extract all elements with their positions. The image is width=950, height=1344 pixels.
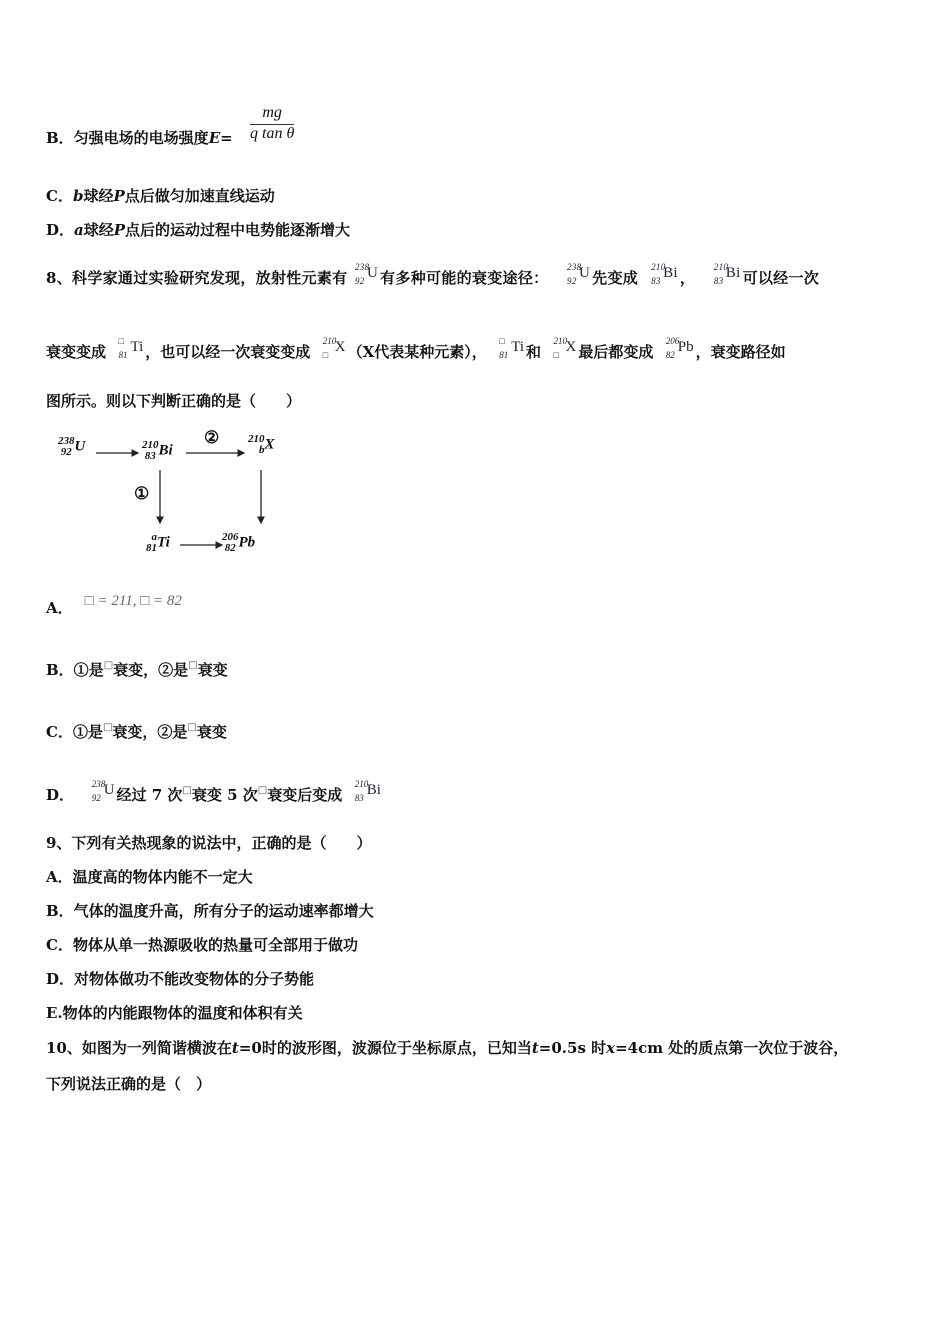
q9-stem: 9、下列有关热现象的说法中，正确的是（ ） xyxy=(46,834,372,852)
text: =4cm 处的质点第一次位于波谷， xyxy=(615,1039,849,1057)
diagram-arrows xyxy=(0,0,300,570)
nuclide-U xyxy=(354,262,379,289)
q8-option-c xyxy=(46,722,227,745)
sym: U xyxy=(366,265,379,281)
text: ，也可以经一次衰变变成 xyxy=(145,343,311,361)
text: 衰变 5 次 xyxy=(191,786,258,804)
text: b xyxy=(72,187,84,205)
sym: X xyxy=(264,436,275,453)
nuclide-X xyxy=(322,336,346,363)
text: 先变成 xyxy=(592,269,639,287)
q9-option-a: A．温度高的物体内能不一定大 xyxy=(46,868,253,886)
text: A． xyxy=(46,599,73,617)
diagram-X xyxy=(248,434,275,456)
text: 衰变后变成 xyxy=(267,786,343,804)
q9-option-c: C．物体从单一热源吸收的热量可全部用于做功 xyxy=(46,936,358,954)
text: D． xyxy=(46,221,75,239)
text: ， xyxy=(679,269,696,287)
mass: 206 xyxy=(665,336,680,346)
z: □ xyxy=(553,350,559,360)
sym: Bi xyxy=(663,265,678,281)
z: 92 xyxy=(567,276,577,286)
sym: Bi xyxy=(725,265,741,281)
z: 83 xyxy=(144,450,156,462)
sym: Pb xyxy=(677,339,694,355)
z: 92 xyxy=(91,793,101,803)
text: C． xyxy=(46,187,73,205)
mass: 206 xyxy=(222,531,239,543)
q8-stem-line3: 图所示。则以下判断正确的是（ ） xyxy=(46,392,302,410)
text: 点后的运动过程中电势能逐渐增大 xyxy=(125,221,351,239)
text: 衰变，②是 xyxy=(113,661,189,679)
mass: 238 xyxy=(354,262,370,272)
q10-stem-line2: 下列说法正确的是（ ） xyxy=(46,1075,212,1093)
text: 衰变 xyxy=(196,723,227,741)
z: 83 xyxy=(713,276,724,286)
q9-option-e: E.物体的内能跟物体的温度和体积有关 xyxy=(46,1004,303,1022)
text: 衰变，②是 xyxy=(112,723,188,741)
nuclide-U xyxy=(567,262,591,289)
text: 球经 xyxy=(83,187,114,205)
text: 球经 xyxy=(83,221,114,239)
z: 81 xyxy=(146,542,157,554)
text: t xyxy=(531,1039,539,1057)
text: 最后都变成 xyxy=(578,343,654,361)
math: □ = 211, □ = 82 xyxy=(84,593,182,609)
text: C．①是 xyxy=(46,723,103,741)
sym: Ti xyxy=(157,534,170,551)
missing-glyph: □ xyxy=(103,660,114,671)
mass: 210 xyxy=(651,262,666,272)
missing-glyph: □ xyxy=(182,785,192,796)
nuclide-Ti xyxy=(499,336,524,363)
mass: □ xyxy=(499,336,505,346)
q9-option-b: B．气体的温度升高，所有分子的运动速率都增大 xyxy=(46,902,374,920)
z: 83 xyxy=(354,793,364,803)
missing-glyph: □ xyxy=(188,660,198,671)
text: 8、科学家通过实验研究发现，放射性元素有 xyxy=(46,269,348,287)
text: 和 xyxy=(526,343,542,361)
text: B．①是 xyxy=(46,661,104,679)
mass: 210 xyxy=(322,336,337,346)
mass: 210 xyxy=(713,262,729,272)
sym: Ti xyxy=(511,339,524,355)
sym: Ti xyxy=(130,339,144,355)
diagram-label-2: ② xyxy=(204,428,220,447)
sym: Bi xyxy=(158,442,173,459)
diagram-Pb xyxy=(222,532,255,554)
sym: U xyxy=(103,782,115,798)
sym: Pb xyxy=(238,534,256,551)
denominator: q tan θ xyxy=(250,125,295,142)
mass: 210 xyxy=(248,433,265,445)
nuclide-Bi xyxy=(651,262,678,289)
diagram-U xyxy=(58,436,85,458)
sym: X xyxy=(334,339,346,355)
text: =0.5s 时 xyxy=(538,1039,607,1057)
text: （X代表某种元素）， xyxy=(347,343,487,361)
text: x xyxy=(606,1039,616,1057)
z: b xyxy=(259,444,265,456)
text: 衰变 xyxy=(197,661,228,679)
missing-glyph: □ xyxy=(187,722,197,733)
mass: 210 xyxy=(142,439,159,451)
text: ，衰变路径如 xyxy=(695,343,786,361)
text: 10、如图为一列简谐横波在 xyxy=(46,1039,232,1057)
numerator: mg xyxy=(250,104,294,125)
nuclide-Bi xyxy=(354,779,381,806)
nuclide-X xyxy=(553,336,577,363)
text: P xyxy=(113,221,126,239)
text: a xyxy=(74,221,84,239)
nuclide-U xyxy=(91,779,115,806)
text: =0时的波形图，波源位于坐标原点，已知当 xyxy=(238,1039,532,1057)
text: 点后做匀加速直线运动 xyxy=(124,187,275,205)
mass: 238 xyxy=(91,779,106,789)
text: t xyxy=(231,1039,239,1057)
q8-option-d xyxy=(46,779,383,808)
nuclide-Pb xyxy=(665,336,694,363)
z: □ xyxy=(322,350,329,360)
diagram-label-1: ① xyxy=(134,484,150,503)
q8-option-b xyxy=(46,660,228,683)
z: 83 xyxy=(651,276,661,286)
diagram-Bi xyxy=(142,440,173,462)
text: 衰变变成 xyxy=(46,343,107,361)
text: P xyxy=(113,187,125,205)
z: 81 xyxy=(118,350,128,360)
text: 有多种可能的衰变途径： xyxy=(380,269,549,287)
mass: 238 xyxy=(567,262,582,272)
z: 92 xyxy=(354,276,365,286)
mass: 210 xyxy=(553,336,567,346)
mass: a xyxy=(151,531,157,543)
z: 92 xyxy=(60,446,72,458)
sym: U xyxy=(74,438,86,455)
z: 82 xyxy=(224,542,236,554)
text: 经过 7 次 xyxy=(116,786,183,804)
sym: Bi xyxy=(366,782,381,798)
mass: 210 xyxy=(354,779,369,789)
missing-glyph: □ xyxy=(257,785,268,796)
q8-option-a xyxy=(46,593,182,619)
nuclide-Bi xyxy=(713,262,741,289)
z: 81 xyxy=(499,350,509,360)
mass: 238 xyxy=(58,435,75,447)
z: 82 xyxy=(665,350,675,360)
missing-glyph: □ xyxy=(102,722,113,733)
q9-option-d: D．对物体做功不能改变物体的分子势能 xyxy=(46,970,315,988)
text: D． xyxy=(46,786,75,804)
sym: X xyxy=(565,339,577,355)
text: 可以经一次 xyxy=(742,269,820,287)
diagram-Ti xyxy=(146,532,170,554)
q10-stem-line1 xyxy=(46,1038,848,1058)
mass: □ xyxy=(118,336,124,346)
sym: U xyxy=(579,265,591,281)
text: B．匀强电场的电场强度 xyxy=(46,129,209,147)
text: E= xyxy=(208,129,233,147)
